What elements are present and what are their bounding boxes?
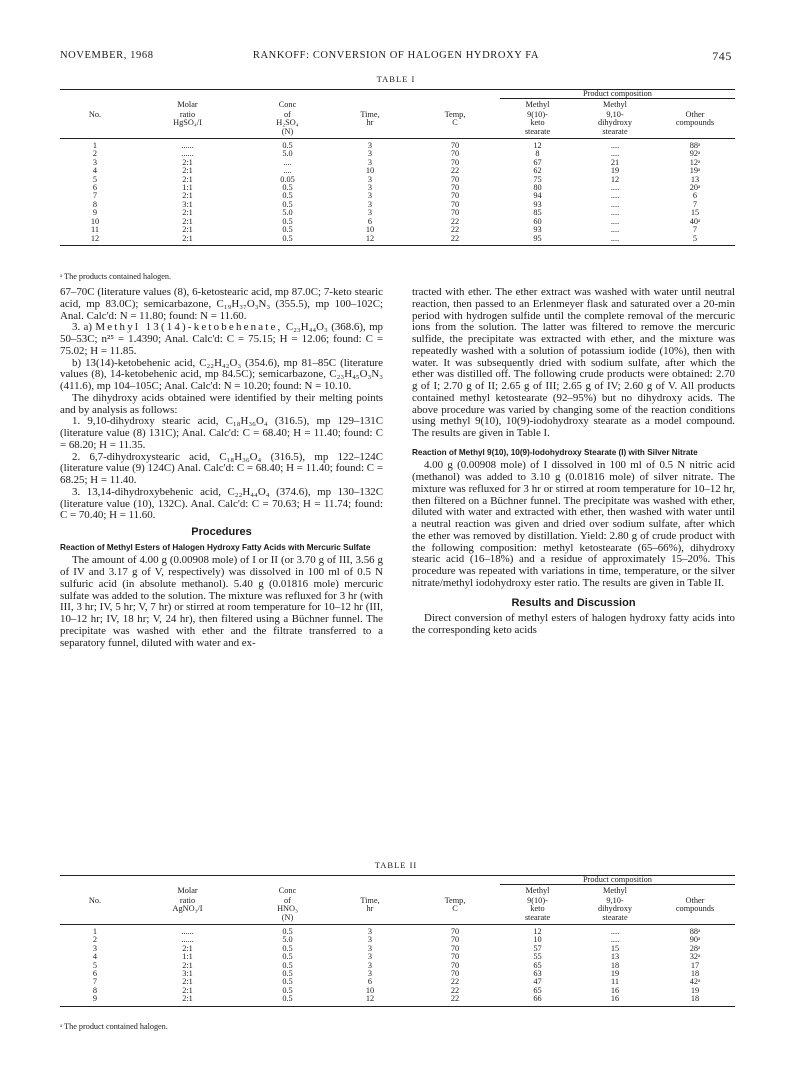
table-cell: 4 [92, 952, 98, 962]
table-cell: 40ᵃ [689, 216, 701, 226]
table-cell: 12 [330, 995, 410, 1006]
table-cell: 2 [92, 149, 98, 159]
table1-header-no: No. [88, 109, 102, 119]
paragraph: b) 13(14)-ketobehenic acid, C₂₂H₄₂O₃ (354.6), mp 81–85C (literature values (8), 14-ketobehenic acid, mp 84.5C); semicarbazone, C₂₃H₄₅O₃N₃ (411.6), mp 104–105C; Anal. Calc'd: N = 10.20; found: N = 10.10. [60, 356, 383, 392]
table-cell: 3 [367, 960, 373, 970]
table-cell: 47 [533, 977, 542, 987]
table-row [60, 970, 735, 978]
table-cell: .... [610, 191, 620, 201]
table-cell: 22 [450, 977, 460, 987]
table-cell: 19 [610, 969, 620, 979]
table-cell: 13 [610, 952, 620, 962]
table-cell: 22 [450, 216, 460, 226]
paragraph: tracted with ether. The ether extract was washed with water until neutral reaction, then passed to an Erlenmeyer flask and saturated over a 20-min period with hydrogen sulfide until the complete removal of the mercuric ions from the solution. The latter was filtered to remove the mercuric sulfide, the precipitate was extracted with ether, and the mixture was repeatedly washed with a solution of potassium iodide (10%), then with water. It was subsequently dried with sodium sulfate, after which the ether was distilled off. The following crude products were obtained: 2.70 g of I; 2.70 g of II; 2.65 g of III; 2.65 g of IV; 2.60 g of V. All products contained methyl ketostearate (92–95%) but no dihydroxy acids. The above procedure was varied by changing some of the reaction conditions using methyl 9(10), 10(9)-iodohydroxy stearate as a model compound. The results are given in Table I. [412, 286, 735, 439]
table-cell: 2:1 [130, 995, 245, 1006]
table-cell: 94 [533, 191, 542, 201]
table-cell: 3 [367, 969, 373, 979]
table-cell: 85 [533, 208, 542, 218]
table-cell: 2:1 [130, 235, 245, 246]
table-cell: 3 [367, 174, 373, 184]
table-cell: ...... [181, 927, 194, 937]
table-cell: 3 [367, 208, 373, 218]
table-cell: 7 [692, 199, 698, 209]
table-cell: 1 [92, 141, 98, 151]
table2-caption: TABLE II [374, 860, 418, 870]
table-cell: 0.5 [282, 191, 293, 201]
table2-header-no: No. [88, 895, 102, 905]
table-cell: 88ᵃ [689, 141, 701, 151]
table-cell: 10 [533, 935, 542, 945]
table-cell: 13 [690, 174, 700, 184]
table-row [60, 995, 735, 1006]
table1-caption: TABLE I [376, 74, 416, 84]
table-row [60, 209, 735, 217]
table-cell: 0.5 [282, 225, 293, 235]
table-cell: 6 [367, 216, 373, 226]
table-row [60, 962, 735, 970]
table-cell: 0.5 [282, 943, 293, 953]
table-cell: 0.5 [282, 960, 293, 970]
table-cell: 12 [60, 235, 130, 246]
table1-footnote: ᵃ The products contained halogen. [60, 272, 171, 281]
table-cell: 2:1 [182, 174, 193, 184]
table-cell: 70 [450, 927, 460, 937]
table-cell: 10 [90, 216, 100, 226]
table-cell: 70 [450, 943, 460, 953]
table1-body [60, 139, 735, 246]
table-cell: 3 [367, 183, 373, 193]
header-title: RANKOFF: CONVERSION OF HALOGEN HYDROXY FA [252, 50, 540, 61]
table-cell: 3 [92, 157, 98, 167]
table-cell: 75 [533, 174, 542, 184]
table-cell: 22 [450, 225, 460, 235]
table-cell: 8 [92, 199, 98, 209]
table-cell: 2:1 [182, 208, 193, 218]
table-cell: 5.0 [282, 935, 293, 945]
table-cell: 70 [450, 174, 460, 184]
table-cell: 3 [367, 191, 373, 201]
table2-header-molar: Molar [177, 886, 198, 896]
table2-header-temp: Temp, [444, 895, 466, 905]
table1: Product composition Molar Conc Methyl Methyl No. ratio of Time, Temp, 9(10)- 9,10- Other HgSO₄/I H₂SO₄ hr C keto dihydroxy compounds (N) stearate stearate 1 ...... 0.5 3 70 12 .... 88ᵃ 2 ...... 5.0 3 70 8 .... 92ᵃ 3 2:1 .... 3 70 67 21 12ᵃ 4 2:1 .... 10 22 62 19 19ᵃ 5 2:1 0.05 3 70 75 12 13 6 1:1 0.5 3 70 80 .... 20ᵃ 7 2:1 0.5 3 70 94 .... 6 8 3:1 0.5 3 70 93 .... 7 9 2:1 5.0 3 70 85 .... 15 10 2:1 0.5 6 22 60 .... 40ᵃ 11 2:1 0.5 10 22 93 .... 7 12 2:1 0.5 12 22 95 .... 5 [60, 89, 735, 246]
table-cell: 63 [533, 969, 542, 979]
table-cell: 22 [450, 166, 460, 176]
table-cell: 65 [533, 960, 542, 970]
table-cell: 3:1 [182, 969, 193, 979]
table-cell: 12 [330, 235, 410, 246]
table-cell: 0.5 [282, 985, 293, 995]
table-row [60, 987, 735, 995]
table-cell: 5.0 [282, 208, 293, 218]
table-cell: 0.5 [282, 199, 293, 209]
table-cell: 62 [533, 166, 542, 176]
table-cell: 6 [367, 977, 373, 987]
table-cell: 0.5 [282, 183, 293, 193]
table-cell: 70 [450, 935, 460, 945]
left-column [60, 287, 383, 649]
table-cell: 28ᵃ [689, 943, 701, 953]
table-cell: .... [610, 208, 620, 218]
table2-header-other: Other [685, 895, 705, 905]
table-cell: 19ᵃ [689, 166, 701, 176]
table-cell: 0.5 [245, 235, 330, 246]
table-cell: 7 [92, 191, 98, 201]
table-cell: 9 [60, 995, 130, 1006]
table-cell: .... [610, 183, 620, 193]
table-cell: .... [610, 935, 620, 945]
table-row [60, 150, 735, 158]
table-cell: 2:1 [182, 216, 193, 226]
table-cell: 15 [690, 208, 700, 218]
table-cell: 0.5 [282, 977, 293, 987]
table-cell: 3 [367, 149, 373, 159]
table-cell: 70 [450, 149, 460, 159]
table-cell: ...... [181, 141, 194, 151]
table2-header-time: Time, [360, 895, 380, 905]
table-cell: 3 [367, 199, 373, 209]
page-number: 745 [712, 49, 732, 63]
table-cell: 2:1 [182, 943, 193, 953]
table-cell: .... [610, 225, 620, 235]
table2-product-composition: Product composition [500, 876, 735, 885]
results-heading: Results and Discussion [511, 596, 636, 609]
table-cell: 57 [533, 943, 542, 953]
table-cell: 19 [610, 166, 620, 176]
table-cell: 70 [450, 208, 460, 218]
table-cell: 60 [533, 216, 542, 226]
table1-product-composition: Product composition [500, 90, 735, 99]
table-cell: 22 [410, 995, 500, 1006]
table-cell: 15 [610, 943, 620, 953]
paragraph: Direct conversion of methyl esters of halogen hydroxy fatty acids into the corresponding keto acids [412, 612, 735, 636]
table1-header-molar: Molar [177, 100, 198, 110]
table-cell: 42ᵃ [689, 977, 701, 987]
table-cell: 12 [533, 141, 542, 151]
table-cell: 4 [92, 166, 98, 176]
table-cell: 95 [500, 235, 575, 246]
table-cell: .... [610, 141, 620, 151]
table-cell: 5.0 [282, 149, 293, 159]
table-cell: 1:1 [182, 183, 193, 193]
paragraph: The dihydroxy acids obtained were identified by their melting points and by analysis as follows: [60, 391, 383, 416]
table-row [60, 936, 735, 944]
table-cell: 10 [365, 166, 375, 176]
table-cell: 65 [533, 985, 542, 995]
table-cell: 93 [533, 199, 542, 209]
table2-footnote: ᵃ The product contained halogen. [60, 1022, 168, 1031]
table-cell: 70 [450, 199, 460, 209]
table-row [60, 945, 735, 953]
table-cell: 0.5 [282, 216, 293, 226]
table-cell: 67 [533, 157, 542, 167]
table-cell: 3 [367, 952, 373, 962]
table-cell: 20ᵃ [689, 183, 701, 193]
table-cell: .... [610, 927, 620, 937]
table-cell: 32ᵃ [689, 952, 701, 962]
table1-header-time: Time, [360, 109, 380, 119]
table2-header-dihydroxy: Methyl [603, 886, 627, 896]
table-cell: 0.5 [282, 952, 293, 962]
table-cell: 70 [450, 141, 460, 151]
paragraph: 3. a) Methyl 13(14)-ketobehenate, C₂₃H₄₄O₃ (368.6), mp 50–53C; n²⁵ = 1.4390; Anal. Calc'd: C = 75.15; H = 12.06; found: C = 75.02; H = 11.85. [60, 321, 384, 357]
table-cell: 21 [610, 157, 620, 167]
table-cell: 70 [450, 157, 460, 167]
table-cell: 90ᵃ [689, 935, 701, 945]
right-column [412, 287, 735, 637]
paragraph: 3. 13,14-dihydroxybehenic acid, C₂₂H₄₄O₄ (374.6), mp 130–132C (literature value (10), 132C). Anal. Calc'd: C = 70.63; H = 11.74; found: C = 70.40; H = 11.60. [60, 485, 383, 522]
table-cell: 66 [500, 995, 575, 1006]
table-row [60, 139, 735, 151]
table-cell: 16 [610, 985, 620, 995]
table2-header-conc: Conc [278, 886, 297, 896]
table-cell: 3:1 [182, 199, 193, 209]
table-row [60, 184, 735, 192]
table-row [60, 953, 735, 961]
table-cell: 11 [91, 225, 99, 235]
table-cell: 5 [655, 235, 735, 246]
table-cell: 1:1 [182, 952, 193, 962]
table-cell: 18 [690, 969, 700, 979]
table-cell: 0.5 [282, 141, 293, 151]
table-cell: 5 [92, 960, 98, 970]
table-row [60, 978, 735, 986]
table-cell: 92ᵃ [689, 149, 701, 159]
table-cell: 12 [610, 174, 620, 184]
table-cell: 3 [367, 141, 373, 151]
table-cell: 22 [410, 235, 500, 246]
table-cell: 22 [450, 985, 460, 995]
table-cell: 70 [450, 183, 460, 193]
table-row [60, 159, 735, 167]
table-cell: 12ᵃ [689, 157, 701, 167]
table-row [60, 226, 735, 234]
table-cell: 2:1 [182, 191, 193, 201]
table1-header-other: Other [685, 109, 705, 119]
table-cell: 70 [450, 952, 460, 962]
table-cell: 10 [365, 985, 375, 995]
table-row [60, 235, 735, 246]
table-cell: 10 [365, 225, 375, 235]
table-cell: 0.5 [282, 969, 293, 979]
table-cell: 2:1 [182, 157, 193, 167]
table-cell: 9 [92, 208, 98, 218]
table-cell: 5 [92, 174, 98, 184]
table-row [60, 218, 735, 226]
table-cell: 17 [690, 960, 700, 970]
table-cell: .... [575, 235, 655, 246]
running-header [60, 50, 732, 64]
table-cell: 70 [450, 960, 460, 970]
table1-header-conc: Conc [278, 100, 297, 110]
header-date: NOVEMBER, 1968 [60, 50, 154, 61]
table-cell: .... [610, 149, 620, 159]
paragraph: 67–70C (literature values (8), 6-ketostearic acid, mp 87.0C; 7-keto stearic acid, mp 83.0C); semicarbazone, C₁₉H₃₇O₃N₃ (355.5), mp 100–102C; Anal. Calc'd: N = 11.80; found: N = 11.60. [60, 286, 383, 322]
table-cell: 2:1 [182, 225, 193, 235]
table-cell: 3 [367, 943, 373, 953]
table-cell: 6 [92, 969, 98, 979]
procedures-heading: Procedures [191, 526, 252, 538]
paragraph: 2. 6,7-dihydroxystearic acid, C₁₈H₃₆O₄ (316.5), mp 122–124C (literature value (9) 124C) Anal. Calc'd: C = 68.40; H = 11.40; found: C = 68.25; H = 11.40. [60, 450, 383, 486]
paragraph: 4.00 g (0.00908 mole) of I dissolved in 100 ml of 0.5 N nitric acid (methanol) was added to 3.10 g (0.01816 mole) of silver nitrate. The mixture was refluxed for 3 hr or stirred at room temperature for 10–12 hr, then filtered on a Büchner funnel. The precipitate was washed with ether, diluted with water and extracted with ether, then washed with water until a neutral reaction was given and dried over sodium sulfate, after which the ether was removed by distillation. Yield: 2.80 g of crude product with the following composition: methyl ketostearate (65–66%), dihydroxy stearic acid (16–18%) and a residue of approximately 15–20%. This procedure was repeated with variations in time, temperature, or the silver nitrate/methyl iodohydroxy ester ratio. The results are given in Table II. [412, 459, 735, 589]
paragraph: 1. 9,10-dihydroxy stearic acid, C₁₈H₃₆O₄ (316.5), mp 129–131C (literature value (8) 131C); Anal. Calc'd: C = 68.40; H = 11.40; found: C = 68.20; H = 11.35. [60, 415, 383, 451]
table-cell: 6 [692, 191, 698, 201]
table-cell: 7 [692, 225, 698, 235]
table-cell: 93 [533, 225, 542, 235]
table-cell: 3 [367, 935, 373, 945]
table-cell: 11 [611, 977, 619, 987]
subheading-mercuric-sulfate: Reaction of Methyl Esters of Halogen Hydroxy Fatty Acids with Mercuric Sulfate [60, 542, 371, 552]
table-cell: 12 [533, 927, 542, 937]
table-cell: 16 [575, 995, 655, 1006]
table-cell: 2:1 [182, 977, 193, 987]
table-cell: .... [610, 199, 620, 209]
table-cell: 80 [533, 183, 542, 193]
table1-header-temp: Temp, [444, 109, 466, 119]
table-cell: 88ᵃ [689, 927, 701, 937]
table-cell: 19 [690, 985, 700, 995]
table-cell: .... [283, 166, 292, 176]
table-row [60, 925, 735, 937]
table2-body [60, 925, 735, 1007]
table1-header-keto: Methyl [525, 100, 550, 110]
table-row [60, 192, 735, 200]
table-cell: 8 [535, 149, 540, 159]
table-cell: 2:1 [182, 166, 193, 176]
table-cell: 18 [610, 960, 620, 970]
table-cell: ...... [181, 935, 194, 945]
table-cell: 3 [367, 927, 373, 937]
paragraph: The amount of 4.00 g (0.00908 mole) of I or II (or 3.70 g of III, 3.56 g of IV and 3.17 g of V, respectively) was dissolved in 100 ml of 0.5 N sulfuric acid (in absolute methanol). 5.40 g (0.01816 mole) mercuric sulfate was added to the solution. The mixture was refluxed for 3 hr (with III, 3 hr; IV, 5 hr; V, 7 hr) or stirred at room temperature for 10–12 hr (III, 10–12 hr; IV, 18 hr; V, 24 hr), then filtered using a Büchner funnel. The precipitate was washed with ether and the filtrate transferred to a separatory funnel, diluted with water and ex- [60, 554, 383, 649]
table2: Product composition Molar Conc Methyl Methyl No. ratio of Time, Temp, 9(10)- 9,10- Other AgNO₃/I HNO₃ hr C keto dihydroxy compounds (N) stearate stearate 1 ...... 0.5 3 70 12 .... 88ᵃ 2 ...... 5.0 3 70 10 .... 90ᵃ 3 2:1 0.5 3 70 57 15 28ᵃ 4 1:1 0.5 3 70 55 13 32ᵃ 5 2:1 0.5 3 70 65 18 17 6 3:1 0.5 3 70 63 19 18 7 2:1 0.5 6 22 47 11 42ᵃ 8 2:1 0.5 10 22 65 16 19 9 2:1 0.5 12 22 66 16 18 [60, 875, 735, 1007]
table1-header-dihydroxy: Methyl [603, 100, 627, 110]
table-row [60, 201, 735, 209]
table-cell: 55 [533, 952, 542, 962]
table-cell: 1 [92, 927, 98, 937]
table-cell: .... [610, 216, 620, 226]
table-cell: 3 [92, 943, 98, 953]
table-cell: 3 [367, 157, 373, 167]
table-row [60, 176, 735, 184]
table-cell: 70 [450, 969, 460, 979]
table-cell: 8 [92, 985, 98, 995]
table-cell: 7 [92, 977, 98, 987]
table-cell: ...... [181, 149, 194, 159]
table-cell: 70 [450, 191, 460, 201]
table-cell: 0.05 [280, 174, 295, 184]
table-cell: 2:1 [182, 960, 193, 970]
table-cell: 2 [92, 935, 98, 945]
table-cell: 2:1 [182, 985, 193, 995]
table-row [60, 167, 735, 175]
table-cell: 18 [655, 995, 735, 1006]
table-cell: 0.5 [282, 927, 293, 937]
table-cell: .... [283, 157, 292, 167]
subheading-silver-nitrate: Reaction of Methyl 9(10), 10(9)-Iodohydroxy Stearate (I) with Silver Nitrate [412, 447, 698, 457]
table-cell: 6 [92, 183, 98, 193]
table2-header-keto: Methyl [525, 886, 550, 896]
table-cell: 0.5 [245, 995, 330, 1006]
